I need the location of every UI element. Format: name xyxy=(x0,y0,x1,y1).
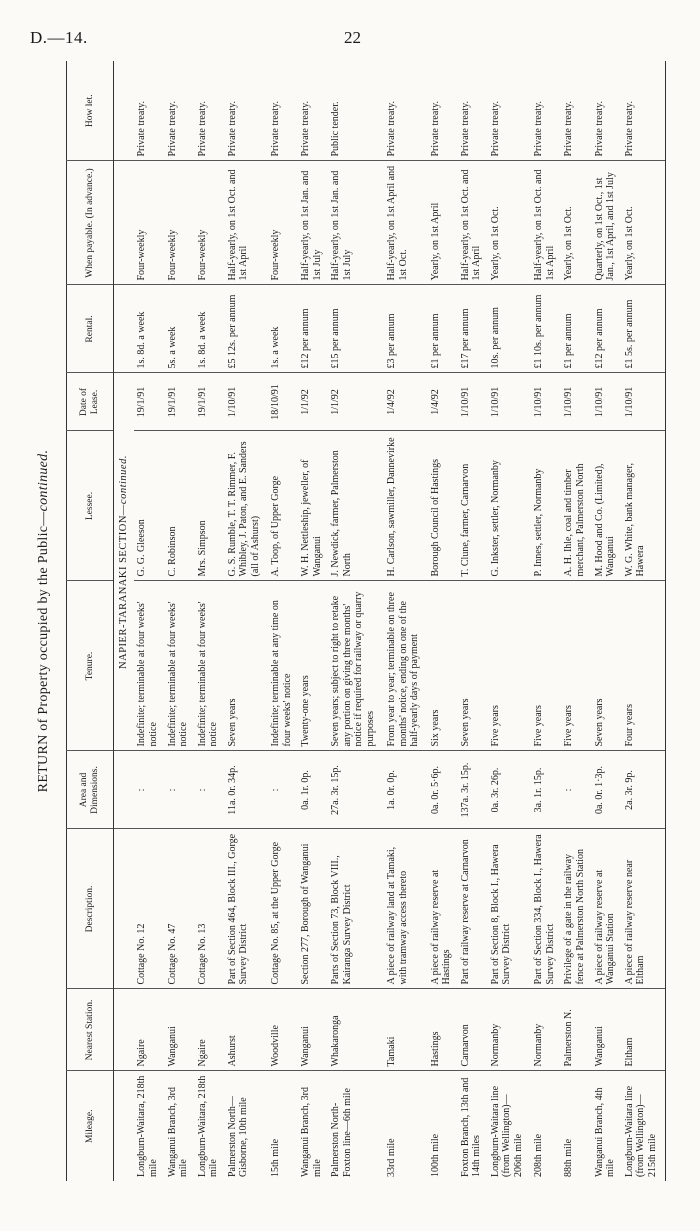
table-row xyxy=(458,61,488,1181)
cell-mileage: Palmerston North—Gisborne, 10th mile xyxy=(225,1071,268,1181)
table-row xyxy=(561,61,591,1181)
cell-description: Cottage No. 85, at the Upper Gorge xyxy=(268,829,298,989)
cell-mileage: Longburn-Waitara line (from Wellington)—206th mile xyxy=(488,1071,531,1181)
cell-how-let: Private treaty. xyxy=(459,101,471,157)
section-heading: NAPIER-TARANAKI SECTION—continued. xyxy=(118,455,129,669)
cell-mileage: 33rd mile xyxy=(384,1071,427,1181)
cell-mileage: 208th mile xyxy=(531,1071,561,1181)
cell-station: Tamaki xyxy=(384,989,427,1071)
cell-area: 0a. 0r. 1·3p. xyxy=(592,751,622,829)
cell-payable: Half-yearly, on 1st Oct. and 1st April xyxy=(225,161,268,285)
page-number: 22 xyxy=(344,28,361,47)
cell-payable: Half-yearly, on 1st Oct. and 1st April xyxy=(458,161,488,285)
cell-payable: Four-weekly xyxy=(268,161,298,285)
cell-rental: £5 12s. per annum xyxy=(225,285,268,373)
cell-lessee: J. Newdick, farmer, Palmerston North xyxy=(328,431,384,581)
cell-payable: Four-weekly xyxy=(165,161,195,285)
table-title xyxy=(36,61,66,1181)
cell-lessee: Mrs. Simpson xyxy=(195,431,225,581)
cell-date: 1/1/92 xyxy=(298,373,328,431)
cell-lessee: G. S. Rumble, T. T. Rimmer, F. Whibley, J. Paton, and E. Sanders (all of Ashurst) xyxy=(225,431,268,581)
cell-description: A piece of railway reserve near Eltham xyxy=(622,829,666,989)
cell-station: Hastings xyxy=(428,989,458,1071)
cell-rental: £12 per annum xyxy=(298,285,328,373)
cell-rental: £1 10s. per annum xyxy=(531,285,561,373)
cell-mileage: 88th mile xyxy=(561,1071,591,1181)
cell-description: Part of Section 334, Block I., Hawera Survey District xyxy=(531,829,561,989)
cell-description: Section 277, Borough of Wanganui xyxy=(298,829,328,989)
cell-tenure: From year to year; terminable on three months' notice, ending on one of the half-yearly days of payment xyxy=(384,581,427,751)
cell-tenure: Indefinite; terminable at any time on four weeks' notice xyxy=(268,581,298,751)
cell-rental: £3 per annum xyxy=(384,285,427,373)
cell-tenure: Seven years xyxy=(592,581,622,751)
cell-description: A piece of railway reserve at Wanganui Station xyxy=(592,829,622,989)
cell-description: Cottage No. 13 xyxy=(195,829,225,989)
cell-mileage: Foxton Branch, 13th and 14th miles xyxy=(458,1071,488,1181)
cell-lessee: H. Carlson, sawmiller, Dannevirke xyxy=(384,431,427,581)
table-row xyxy=(225,61,268,1181)
table-row xyxy=(165,61,195,1181)
cell-date: 1/4/92 xyxy=(384,373,427,431)
cell-lessee: A. H. Ihle, coal and timber merchant, Palmerston North xyxy=(561,431,591,581)
cell-tenure: Four years xyxy=(622,581,666,751)
cell-description: Parts of Section 73, Block VIII., Kairanga Survey District xyxy=(328,829,384,989)
cell-rental: 1s. a week xyxy=(268,285,298,373)
cell-date: 19/1/91 xyxy=(195,373,225,431)
col-header: Tenure. xyxy=(67,581,114,751)
cell-tenure: Seven years xyxy=(458,581,488,751)
cell-rental: £1 5s. per annum xyxy=(622,285,666,373)
table-row xyxy=(384,61,427,1181)
cell-rental: £12 per annum xyxy=(592,285,622,373)
cell-area: 0a. 1r. 0p. xyxy=(298,751,328,829)
header-row xyxy=(67,61,114,1181)
cell-lessee: W. H. Nettleship, jeweller, of Wanganui xyxy=(298,431,328,581)
cell-date: 1/4/92 xyxy=(428,373,458,431)
cell-date: 1/10/91 xyxy=(488,373,531,431)
title-main: RETURN of Property occupied by the Public— xyxy=(36,511,51,793)
cell-payable: Four-weekly xyxy=(195,161,225,285)
cell-mileage: Wanganui Branch, 4th mile xyxy=(592,1071,622,1181)
cell-tenure: Five years xyxy=(488,581,531,751)
cell-tenure: Seven years; subject to right to retake any portion on giving three months' notice if required for railway or quarry purposes xyxy=(328,581,384,751)
cell-how-let: Private treaty. xyxy=(533,101,545,157)
cell-lessee: G. G. Gleeson xyxy=(134,431,164,581)
cell-date: 19/1/91 xyxy=(134,373,164,431)
cell-how-let: Private treaty. xyxy=(166,101,178,157)
cell-payable: Yearly, on 1st Oct. xyxy=(561,161,591,285)
cell-rental: 1s. 8d. a week xyxy=(195,285,225,373)
cell-area: 27a. 3r. 15p. xyxy=(328,751,384,829)
cell-description: Part of railway reserve at Carnarvon xyxy=(458,829,488,989)
cell-area: 3a. 1r. 15p. xyxy=(531,751,561,829)
cell-how-let: Private treaty. xyxy=(300,101,312,157)
col-header: Mileage. xyxy=(67,1071,114,1181)
cell-date: 1/10/91 xyxy=(592,373,622,431)
table-row xyxy=(488,61,531,1181)
cell-area: 137a. 3r. 15p. xyxy=(458,751,488,829)
table-row xyxy=(592,61,622,1181)
cell-rental: 1s. 8d. a week xyxy=(134,285,164,373)
cell-station: Ashurst xyxy=(225,989,268,1071)
cell-tenure: Seven years xyxy=(225,581,268,751)
cell-rental: £17 per annum xyxy=(458,285,488,373)
col-header: Area and Dimensions. xyxy=(67,751,114,829)
cell-date: 1/10/91 xyxy=(561,373,591,431)
table-row xyxy=(268,61,298,1181)
table-row xyxy=(622,61,666,1181)
cell-station: Carnarvon xyxy=(458,989,488,1071)
cell-payable: Quarterly, on 1st Oct., 1st Jan., 1st April, and 1st July xyxy=(592,161,622,285)
col-header: Lessee. xyxy=(67,431,114,581)
document-code: D.—14. xyxy=(30,28,88,47)
cell-how-let: Private treaty. xyxy=(489,101,501,157)
cell-station: Whakaronga xyxy=(328,989,384,1071)
cell-area: 0a. 0r. 5·6p. xyxy=(428,751,458,829)
cell-area: 2a. 3r. 9p. xyxy=(622,751,666,829)
table-row xyxy=(328,61,384,1181)
cell-area: : xyxy=(165,751,195,829)
cell-description: Privilege of a gate in the railway fence at Palmerston North Station xyxy=(561,829,591,989)
cell-mileage: 100th mile xyxy=(428,1071,458,1181)
cell-area: 1a. 0r. 0p. xyxy=(384,751,427,829)
cell-date: 1/10/91 xyxy=(531,373,561,431)
cell-payable: Half-yearly, on 1st April and 1st Oct. xyxy=(384,161,427,285)
cell-mileage: Palmerston North-Foxton line—6th mile xyxy=(328,1071,384,1181)
cell-how-let: Private treaty. xyxy=(136,101,148,157)
cell-area: : xyxy=(268,751,298,829)
cell-lessee: W. G. White, bank manager, Hawera xyxy=(622,431,666,581)
cell-description: Part of Section 464, Block III., Gorge Survey District xyxy=(225,829,268,989)
rotated-table-page xyxy=(36,61,676,1181)
cell-how-let: Private treaty. xyxy=(196,101,208,157)
cell-date: 1/10/91 xyxy=(622,373,666,431)
cell-station: Palmerston N. xyxy=(561,989,591,1071)
cell-lessee: T. Clune, farmer, Carnarvon xyxy=(458,431,488,581)
cell-lessee: A. Toop, of Upper Gorge xyxy=(268,431,298,581)
cell-date: 1/10/91 xyxy=(458,373,488,431)
cell-date: 19/1/91 xyxy=(165,373,195,431)
title-continued: continued. xyxy=(36,449,51,512)
cell-description: Cottage No. 12 xyxy=(134,829,164,989)
cell-area: 11a. 0r. 34p. xyxy=(225,751,268,829)
cell-area: : xyxy=(195,751,225,829)
cell-station: Eltham xyxy=(622,989,666,1071)
cell-rental: £1 per annum xyxy=(428,285,458,373)
cell-how-let: Private treaty. xyxy=(386,101,398,157)
cell-station: Wanganui xyxy=(592,989,622,1071)
cell-tenure: Indefinite; terminable at four weeks' notice xyxy=(134,581,164,751)
table-row xyxy=(428,61,458,1181)
cell-tenure: Indefinite; terminable at four weeks' notice xyxy=(195,581,225,751)
cell-description: A piece of railway land at Tamaki, with tramway access thereto xyxy=(384,829,427,989)
cell-rental: £15 per annum xyxy=(328,285,384,373)
cell-how-let: Private treaty. xyxy=(429,101,441,157)
section-row xyxy=(114,61,135,1181)
col-header: Nearest Station. xyxy=(67,989,114,1071)
cell-area: : xyxy=(561,751,591,829)
cell-tenure: Twenty-one years xyxy=(298,581,328,751)
cell-tenure: Six years xyxy=(428,581,458,751)
table-row xyxy=(195,61,225,1181)
cell-mileage: Longburn-Waitara line (from Wellington)—215th mile xyxy=(622,1071,666,1181)
cell-description: Part of Section 8, Block I., Hawera Survey District xyxy=(488,829,531,989)
cell-how-let: Private treaty. xyxy=(593,101,605,157)
cell-how-let: Public tender. xyxy=(330,101,342,157)
cell-date: 18/10/91 xyxy=(268,373,298,431)
cell-rental: £1 per annum xyxy=(561,285,591,373)
cell-tenure: Indefinite; terminable at four weeks' notice xyxy=(165,581,195,751)
cell-payable: Yearly, on 1st Oct. xyxy=(488,161,531,285)
table-row xyxy=(298,61,328,1181)
cell-mileage: Longburn-Waitara, 218th mile xyxy=(195,1071,225,1181)
cell-station: Normanby xyxy=(531,989,561,1071)
cell-lessee: M. Hood and Co. (Limited), Wanganui xyxy=(592,431,622,581)
table-row xyxy=(531,61,561,1181)
cell-payable: Half-yearly, on 1st Oct. and 1st April xyxy=(531,161,561,285)
cell-station: Normanby xyxy=(488,989,531,1071)
cell-description: Cottage No. 47 xyxy=(165,829,195,989)
cell-description: A piece of railway reserve at Hastings xyxy=(428,829,458,989)
cell-payable: Yearly, on 1st April xyxy=(428,161,458,285)
cell-area: 0a. 3r. 26p. xyxy=(488,751,531,829)
cell-tenure: Five years xyxy=(561,581,591,751)
col-header: When payable. (In advance.) xyxy=(67,161,114,285)
cell-payable: Yearly, on 1st Oct. xyxy=(622,161,666,285)
cell-how-let: Private treaty. xyxy=(622,61,666,161)
col-header: Description. xyxy=(67,829,114,989)
cell-date: 1/1/92 xyxy=(328,373,384,431)
cell-mileage: 15th mile xyxy=(268,1071,298,1181)
cell-date: 1/10/91 xyxy=(225,373,268,431)
table-row xyxy=(134,61,164,1181)
cell-how-let: Private treaty. xyxy=(270,101,282,157)
cell-lessee: P. Innes, settler, Normanby xyxy=(531,431,561,581)
cell-rental: 5s. a week xyxy=(165,285,195,373)
cell-how-let: Private treaty. xyxy=(226,101,238,157)
cell-station: Wanganui xyxy=(165,989,195,1071)
cell-lessee: G. Inkster, settler, Normanby xyxy=(488,431,531,581)
cell-mileage: Wanganui Branch, 3rd mile xyxy=(165,1071,195,1181)
property-table xyxy=(66,61,666,1181)
col-header: Rental. xyxy=(67,285,114,373)
cell-tenure: Five years xyxy=(531,581,561,751)
cell-rental: 10s. per annum xyxy=(488,285,531,373)
cell-lessee: Borough Council of Hastings xyxy=(428,431,458,581)
cell-station: Ngaire xyxy=(134,989,164,1071)
cell-mileage: Longburn-Waitara, 218th mile xyxy=(134,1071,164,1181)
cell-station: Woodville xyxy=(268,989,298,1071)
cell-mileage: Wanganui Branch, 3rd mile xyxy=(298,1071,328,1181)
cell-station: Wanganui xyxy=(298,989,328,1071)
cell-payable: Half-yearly, on 1st Jan. and 1st July xyxy=(328,161,384,285)
cell-area: : xyxy=(134,751,164,829)
cell-lessee: C. Robinson xyxy=(165,431,195,581)
col-header: Date of Lease. xyxy=(67,373,114,431)
cell-payable: Four-weekly xyxy=(134,161,164,285)
cell-station: Ngaire xyxy=(195,989,225,1071)
col-header: How let. xyxy=(67,61,114,161)
cell-payable: Half-yearly, on 1st Jan. and 1st July xyxy=(298,161,328,285)
cell-how-let: Private treaty. xyxy=(563,101,575,157)
